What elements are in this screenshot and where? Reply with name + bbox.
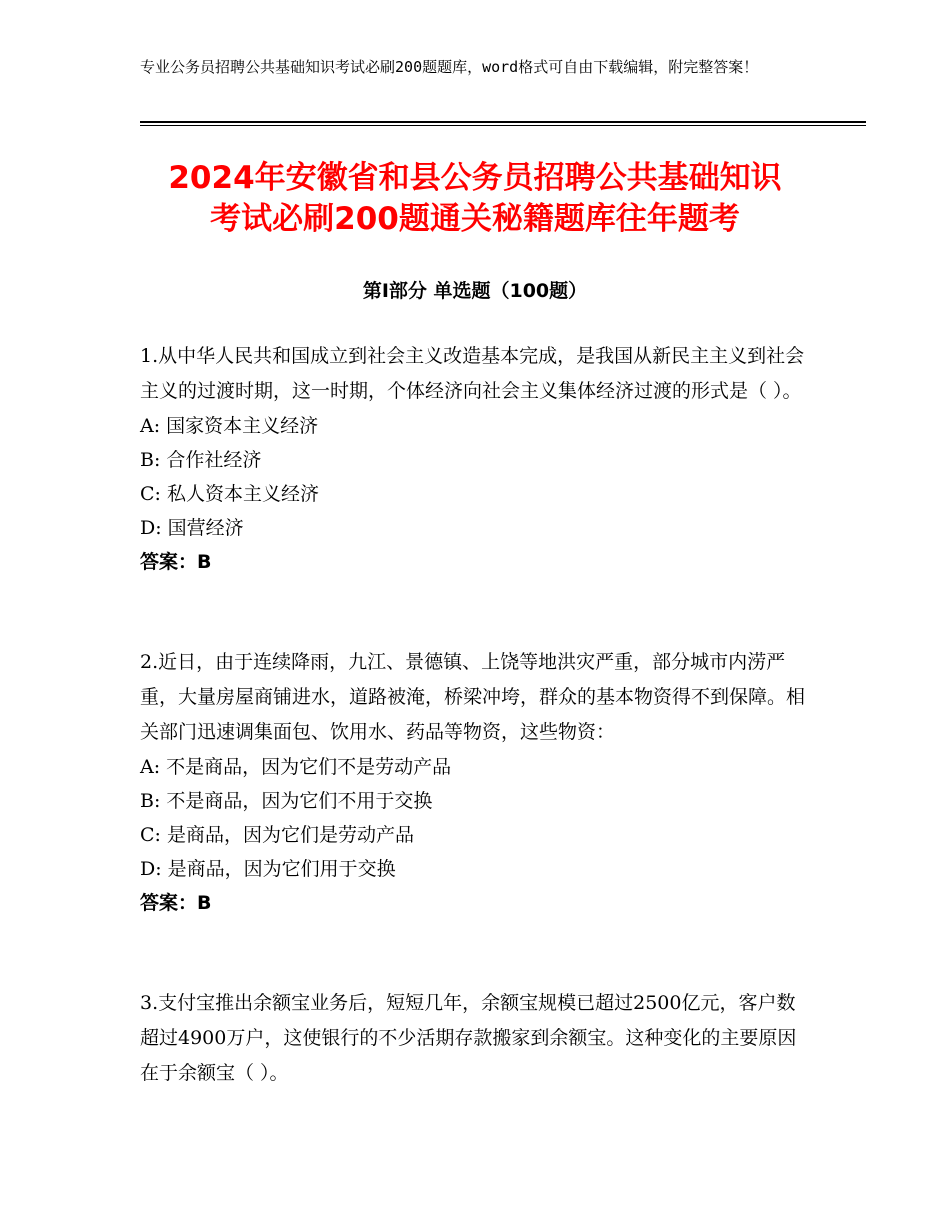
header-divider-thick bbox=[140, 121, 866, 123]
question-stem: 3.支付宝推出余额宝业务后，短短几年，余额宝规模已超过2500亿元，客户数超过4900万户，这使银行的不少活期存款搬家到余额宝。这种变化的主要原因在于余额宝（ ）。 bbox=[140, 992, 797, 1084]
header-divider-thin bbox=[140, 125, 866, 126]
question-stem: 1.从中华人民共和国成立到社会主义改造基本完成，是我国从新民主主义到社会主义的过渡时期，这一时期，个体经济向社会主义集体经济过渡的形式是（ ）。 bbox=[140, 345, 805, 402]
title-line-2: 考试必刷200题通关秘籍题库往年题考 bbox=[210, 201, 740, 237]
option-c: C: 私人资本主义经济 bbox=[140, 483, 319, 505]
document-title bbox=[120, 158, 830, 240]
option-b: B: 不是商品，因为它们不用于交换 bbox=[140, 790, 433, 812]
question-2 bbox=[140, 645, 805, 920]
answer: 答案：B bbox=[140, 892, 212, 914]
header-note: 专业公务员招聘公共基础知识考试必刷200题题库，word格式可自由下载编辑，附完整答案！ bbox=[140, 58, 759, 76]
option-a: A: 国家资本主义经济 bbox=[140, 415, 319, 437]
question-1 bbox=[140, 339, 805, 579]
option-d: D: 国营经济 bbox=[140, 517, 244, 539]
option-b: B: 合作社经济 bbox=[140, 449, 262, 471]
option-d: D: 是商品，因为它们用于交换 bbox=[140, 858, 396, 880]
answer: 答案：B bbox=[140, 551, 212, 573]
title-line-1: 2024年安徽省和县公务员招聘公共基础知识 bbox=[168, 160, 782, 196]
section-heading: 第Ⅰ部分 单选题（100题） bbox=[362, 280, 588, 302]
question-3 bbox=[140, 986, 805, 1091]
option-a: A: 不是商品，因为它们不是劳动产品 bbox=[140, 756, 452, 778]
option-c: C: 是商品，因为它们是劳动产品 bbox=[140, 824, 414, 846]
question-stem: 2.近日，由于连续降雨，九江、景德镇、上饶等地洪灾严重，部分城市内涝严重，大量房屋商铺进水，道路被淹，桥梁冲垮，群众的基本物资得不到保障。相关部门迅速调集面包、饮用水、药品等物资，这些物资： bbox=[140, 651, 806, 743]
